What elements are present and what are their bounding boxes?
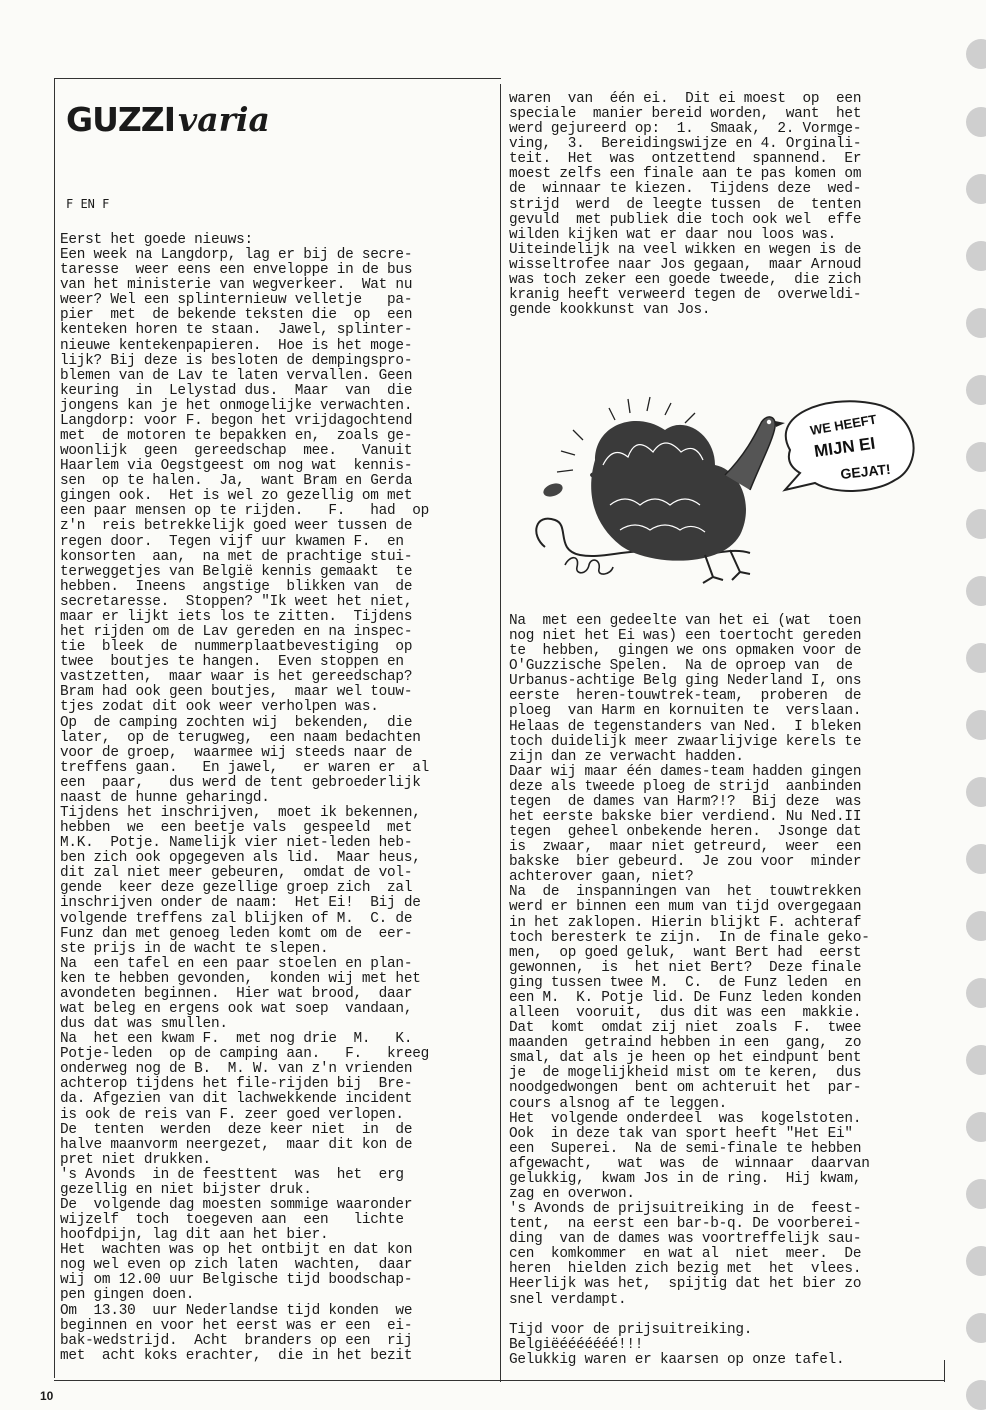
text-line: dit zal niet meer gebeuren, omdat de vol- xyxy=(60,865,413,882)
text-line: Belgiëééééééé!!! xyxy=(509,1336,644,1353)
text-line: kenteken horen te staan. Jawel, splinter- xyxy=(60,322,413,339)
text-line: maar er lijkt iets los te zitten. Tijdens xyxy=(60,608,413,625)
text-line: werd er binnen een mum van tijd overgegaan xyxy=(509,899,862,916)
punch-hole xyxy=(966,710,986,740)
text-line: Na de inspanningen van het touwtrekken xyxy=(509,884,862,901)
text-line: toch beresterk te zijn. In de finale geko- xyxy=(509,929,870,946)
text-line: was toch zeker een goede tweede, die zich xyxy=(509,271,862,288)
text-line: halve maanvorm neergezet, maar dit kon de xyxy=(60,1136,413,1153)
text-line: woonlijk geen gereedschap mee. Vanuit xyxy=(60,443,413,460)
text-line: z'n reis betrekkelijk goed weer tussen de xyxy=(60,518,413,535)
text-line: gezellig en niet bijster druk. xyxy=(60,1181,312,1198)
punch-hole xyxy=(966,643,986,673)
text-line: cours alsnog af te leggen. xyxy=(509,1095,728,1112)
text-line: is ook de reis van F. zeer goed verlopen. xyxy=(60,1106,404,1123)
text-line: gende keer deze gezellige groep zich zal xyxy=(60,880,413,897)
text-line: met acht koks erachter, die in het bezit xyxy=(60,1347,413,1364)
text-line: gewonnen, is het niet Bert? Deze finale xyxy=(509,959,862,976)
text-line: Daar wij maar één dames-team hadden gingen xyxy=(509,763,862,780)
text-line: dus dat was smullen. xyxy=(60,1016,228,1033)
text-line: tent, na eerst een bar-b-q. De voorberei- xyxy=(509,1216,862,1233)
text-line: teit. Het was ontzettend spannend. Er xyxy=(509,151,862,168)
text-line: cen komkommer en wat al niet meer. De xyxy=(509,1246,862,1263)
turkey-leg xyxy=(703,555,723,583)
text-line: 's Avonds in de feesttent was het erg xyxy=(60,1166,404,1183)
text-line: tie bleek de nummerplaatbevestiging op xyxy=(60,639,413,656)
binder-holes xyxy=(946,0,986,1402)
text-line: noodgedwongen bent om achteruit het par- xyxy=(509,1080,862,1097)
text-line: pret niet drukken. xyxy=(60,1151,211,1168)
punch-hole xyxy=(966,1112,986,1142)
text-line: M.K. Potje. Namelijk vier niet-leden heb- xyxy=(60,835,413,852)
turkey-body xyxy=(591,421,746,561)
cartoon-illustration xyxy=(525,395,930,590)
punch-hole xyxy=(966,978,986,1008)
frame-rule-left xyxy=(54,78,55,1378)
text-line: ving, 3. Bereidingswijze en 4. Orginali- xyxy=(509,136,862,153)
text-line: secretaresse. Stoppen? "Ik weet het niet, xyxy=(60,593,413,610)
text-line: maanden getraind hebben in een gang, zo xyxy=(509,1035,862,1052)
text-line: van het ministerie van wegverkeer. Wat nu xyxy=(60,277,413,294)
text-line: Heerlijk was het, spijtig dat het bier zo xyxy=(509,1276,862,1293)
text-line: ging tussen twee M. C. de Funz leden en xyxy=(509,974,862,991)
text-line: nog wel even op zich laten wachten, daar xyxy=(60,1257,413,1274)
punch-hole xyxy=(966,375,986,405)
text-line: voor de groep, waarmee wij steeds naar de xyxy=(60,744,413,761)
text-line: bak-wedstrijd. Acht branders op een rij xyxy=(60,1332,413,1349)
text-line: Om 13.30 uur Nederlandse tijd konden we xyxy=(60,1302,413,1319)
punch-hole xyxy=(966,1313,986,1343)
text-line: wilden kijken wat er daar nou loos was. xyxy=(509,226,837,243)
punch-hole xyxy=(966,174,986,204)
text-line: volgende treffens zal blijken of M. C. de xyxy=(60,910,413,927)
frame-rule-right xyxy=(944,1360,945,1382)
text-line: terweggetjes van België kennis gemaakt te xyxy=(60,563,413,580)
text-line: inschrijven onder de naam: Het Ei! Bij de xyxy=(60,895,421,912)
text-line: Haarlem via Oegstgeest om nog wat kennis- xyxy=(60,458,413,475)
text-line: deze als tweede ploeg de strijd aanbinden xyxy=(509,778,862,795)
text-line: Eerst het goede nieuws: xyxy=(60,232,253,248)
text-line: kranig heeft verweerd tegen de overweldi- xyxy=(509,287,862,304)
speech-line-3: GEJAT! xyxy=(839,460,892,482)
text-line: Funz dan met genoeg leden komt om de eer- xyxy=(60,925,413,942)
text-line: Na met een gedeelte van het ei (wat toen xyxy=(509,613,862,629)
text-line: twee boutjes te hangen. Even stoppen en xyxy=(60,654,404,671)
text-line: vastzetten, maar waar is het gereedschap? xyxy=(60,669,413,686)
text-line: keuring in Lelystad dus. Maar van die xyxy=(60,382,413,399)
text-line: sen op te halen. Ja, want Bram en Gerda xyxy=(60,473,413,490)
text-line: Na een tafel en een paar stoelen en plan- xyxy=(60,955,413,972)
text-line: Tijdens het inschrijven, moet ik bekennen, xyxy=(60,804,421,821)
article-left-column xyxy=(60,233,429,1364)
text-line: pier met de bekende teksten die op een xyxy=(60,307,413,324)
frame-rule-bottom xyxy=(54,1380,944,1381)
text-line: regen door. Tegen vijf uur kwamen F. en xyxy=(60,533,404,550)
punch-hole xyxy=(966,107,986,137)
text-line: Uiteindelijk na veel wikken en wegen is de xyxy=(509,241,862,258)
punch-hole xyxy=(966,777,986,807)
speech-line-2: MIJN EI xyxy=(812,433,877,461)
text-line: men, op goed geluk, want Bert had eerst xyxy=(509,944,862,961)
text-line: wijzelf toch toegeven aan een lichte xyxy=(60,1212,404,1229)
turkey-neck xyxy=(725,417,775,490)
frame-rule-top xyxy=(54,78,501,79)
text-line: alleen vooruit, dus dit was een makkie. xyxy=(509,1005,862,1022)
text-line: wisseltrofee naar Jos gegaan, maar Arnoud xyxy=(509,256,862,273)
text-line: toch duidelijk meer zwaarlijvige kerels te xyxy=(509,733,862,750)
text-line: ste prijs in de wacht te slepen. xyxy=(60,940,329,957)
punch-hole xyxy=(966,39,986,69)
punch-hole xyxy=(966,308,986,338)
text-line: 's Avonds de prijsuitreiking in de feest- xyxy=(509,1201,862,1218)
text-line: wat beleg en ergens ook wat soep vandaan, xyxy=(60,1000,413,1017)
text-line: blemen van de Lav te laten vervallen. Geen xyxy=(60,367,413,384)
text-line: in het zaklopen. Hierin blijkt F. achteraf xyxy=(509,914,862,931)
text-line: De volgende dag moesten sommige waaronder xyxy=(60,1197,413,1213)
text-line: zag en overwon. xyxy=(509,1185,635,1202)
punch-hole xyxy=(966,576,986,606)
text-line: gevuld met publiek die toch ook wel effe xyxy=(509,211,862,228)
article-right-column-bottom xyxy=(509,614,870,1368)
logo-guzzi: GUZZI xyxy=(66,100,176,139)
text-line: Na het een kwam F. met nog drie M. K. xyxy=(60,1031,413,1048)
masthead-logo xyxy=(66,100,270,140)
text-line: De tenten werden deze keer niet in de xyxy=(60,1121,413,1138)
punch-hole xyxy=(966,1246,986,1276)
text-line: Het volgende onderdeel was kogelstoten. xyxy=(509,1110,862,1127)
ground-loops xyxy=(565,558,613,574)
text-line: moest zelfs een finale aan te pas komen om xyxy=(509,166,862,183)
text-line: Op de camping zochten wij bekenden, die xyxy=(60,714,413,731)
text-line: ken te hebben gevonden, konden wij met het xyxy=(60,970,421,987)
punch-hole xyxy=(966,844,986,874)
text-line: een paar, dus werd de tent gebroederlijk xyxy=(60,774,421,791)
text-line: Ook in deze tak van sport heeft "Het Ei" xyxy=(509,1125,853,1142)
text-line: konsorten aan, na met de prachtige stui- xyxy=(60,548,413,565)
punch-hole xyxy=(966,911,986,941)
text-line: da. Afgezien van dit lachwekkende incident xyxy=(60,1091,413,1108)
text-line: Tijd voor de prijsuitreiking. xyxy=(509,1321,753,1338)
text-line: waren van één ei. Dit ei moest op een xyxy=(509,91,862,107)
text-line: een Superei. Na de semi-finale te hebben xyxy=(509,1140,862,1157)
column-divider xyxy=(500,84,501,1382)
text-line: weer? Wel een splinternieuw velletje pa- xyxy=(60,292,413,309)
punch-hole xyxy=(966,1045,986,1075)
text-line: hebben. Ineens angstige blikken van de xyxy=(60,578,413,595)
text-line: ding van de dames was voortreffelijk sau- xyxy=(509,1231,862,1248)
text-line: achterop tijdens het file-rijden bij Bre- xyxy=(60,1076,413,1093)
text-line: Langdorp: voor F. begon het vrijdagochtend xyxy=(60,412,413,429)
text-line: nog niet het Ei was) een toertocht gereden xyxy=(509,628,862,645)
text-line: is zwaar, maar niet getreurd, weer een xyxy=(509,839,862,856)
section-title: F EN F xyxy=(66,197,110,211)
turkey-beak xyxy=(775,421,785,427)
text-line: een M. K. Potje lid. De Funz leden konden xyxy=(509,989,862,1006)
punch-hole xyxy=(966,442,986,472)
article-right-column-top xyxy=(509,92,861,318)
text-line: hoofdpijn, lag dit aan het bier. xyxy=(60,1227,329,1244)
text-line: pen gingen doen. xyxy=(60,1287,195,1304)
text-line: tjes zodat dit ook weer verholpen was. xyxy=(60,699,379,716)
text-line: eerste heren-touwtrek-team, proberen de xyxy=(509,688,862,705)
text-line: O'Guzzische Spelen. Na de oproep van de xyxy=(509,658,853,675)
text-line: je de mogelijkheid mist om te keren, dus xyxy=(509,1065,862,1082)
turkey-eye xyxy=(767,420,771,424)
text-line: snel verdampt. xyxy=(509,1291,627,1308)
text-line: zijn dan ze verwacht hadden. xyxy=(509,748,744,765)
text-line: wij om 12.00 uur Belgische tijd boodschap- xyxy=(60,1272,413,1289)
text-line: Een week na Langdorp, lag er bij de secre- xyxy=(60,247,413,264)
text-line: met de motoren te bepakken en, zoals ge- xyxy=(60,428,413,445)
punch-hole xyxy=(966,1179,986,1209)
page-number: 10 xyxy=(40,1389,54,1403)
punch-hole xyxy=(966,1380,986,1410)
text-line: gende kookkunst van Jos. xyxy=(509,302,711,319)
text-line: hebben we een beetje vals gespeeld met xyxy=(60,820,413,837)
text-line: afgewacht, wat was de winnaar daarvan xyxy=(509,1155,870,1172)
turkey-leg xyxy=(730,550,750,580)
text-line: smal, dat als je heen op het eindpunt bent xyxy=(509,1050,862,1067)
text-line: Het wachten was op het ontbijt en dat kon xyxy=(60,1242,413,1259)
logo-varia: varia xyxy=(178,100,270,139)
text-line: Gelukkig waren er kaarsen op onze tafel. xyxy=(509,1351,845,1368)
text-line: speciale manier bereid worden, want het xyxy=(509,106,862,123)
text-line: taresse weer eens een enveloppe in de bus xyxy=(60,262,413,279)
text-line xyxy=(509,1308,870,1323)
text-line: werd gejureerd op: 1. Smaak, 2. Vormge- xyxy=(509,121,862,138)
text-line: tegen de dames van Harm?!? Bij deze was xyxy=(509,793,862,810)
flying-egg-piece xyxy=(542,481,565,499)
text-line: onderweg nog de B. M. W. van z'n vrienden xyxy=(60,1061,413,1078)
text-line: bakske bier gebeurd. Je zou voor minder xyxy=(509,854,862,871)
text-line: Dat komt omdat zij niet zoals F. twee xyxy=(509,1020,862,1037)
text-line: achterover gaan, niet? xyxy=(509,869,694,886)
text-line: naast de hunne geharingd. xyxy=(60,789,270,806)
punch-hole xyxy=(966,241,986,271)
text-line: nieuwe kentekenpapieren. Hoe is het moge- xyxy=(60,337,413,354)
punch-hole xyxy=(966,509,986,539)
text-line: het rijden om de Lav gereden en na inspec- xyxy=(60,624,413,641)
motion-marks xyxy=(557,430,583,472)
text-line: avondeten beginnen. Hier wat brood, daar xyxy=(60,985,413,1002)
motion-marks xyxy=(609,397,695,423)
text-line: jongens kan je het onmogelijke verwachten. xyxy=(60,397,413,414)
text-line: Helaas de tegenstanders van Ned. I bleken xyxy=(509,718,862,735)
text-line: tegen geheel onbekende heren. Jsonge dat xyxy=(509,824,862,841)
text-line: te hebben, gingen we ons opmaken voor de xyxy=(509,643,862,660)
text-line: lijk? Bij deze is besloten de dempingspro- xyxy=(60,352,413,369)
text-line: het eerste bakske bier verdiend. Nu Ned.II xyxy=(509,809,862,826)
text-line: een paar mensen op te rijden. F. had op xyxy=(60,503,429,520)
text-line: de winnaar te kiezen. Tijdens deze wed- xyxy=(509,181,862,198)
text-line: treffens gaan. En jawel, er waren er al xyxy=(60,759,429,776)
text-line: Potje-leden op de camping aan. F. kreeg xyxy=(60,1046,429,1063)
text-line: heren hielden zich bezig met het vlees. xyxy=(509,1261,862,1278)
text-line: gingen ook. Het is wel zo gezellig om met xyxy=(60,488,413,505)
text-line: beginnen en voor het eerst was er een ei- xyxy=(60,1317,413,1334)
text-line: ben zich ook opgegeven als lid. Maar heus, xyxy=(60,850,421,867)
text-line: Bram had ook geen boutjes, maar wel touw- xyxy=(60,684,413,701)
text-line: strijd werd de leegte tussen de tenten xyxy=(509,196,862,213)
speech-line-1: WE HEEFT xyxy=(808,411,878,438)
text-line: later, op de terugweg, een naam bedachten xyxy=(60,729,421,746)
text-line: Urbanus-achtige Belg ging Nederland I, ons xyxy=(509,673,862,690)
text-line: gelukkig, kwam Jos in de ring. Hij kwam, xyxy=(509,1170,862,1187)
text-line: ploeg van Harm en kornuiten te verslaan. xyxy=(509,703,862,720)
